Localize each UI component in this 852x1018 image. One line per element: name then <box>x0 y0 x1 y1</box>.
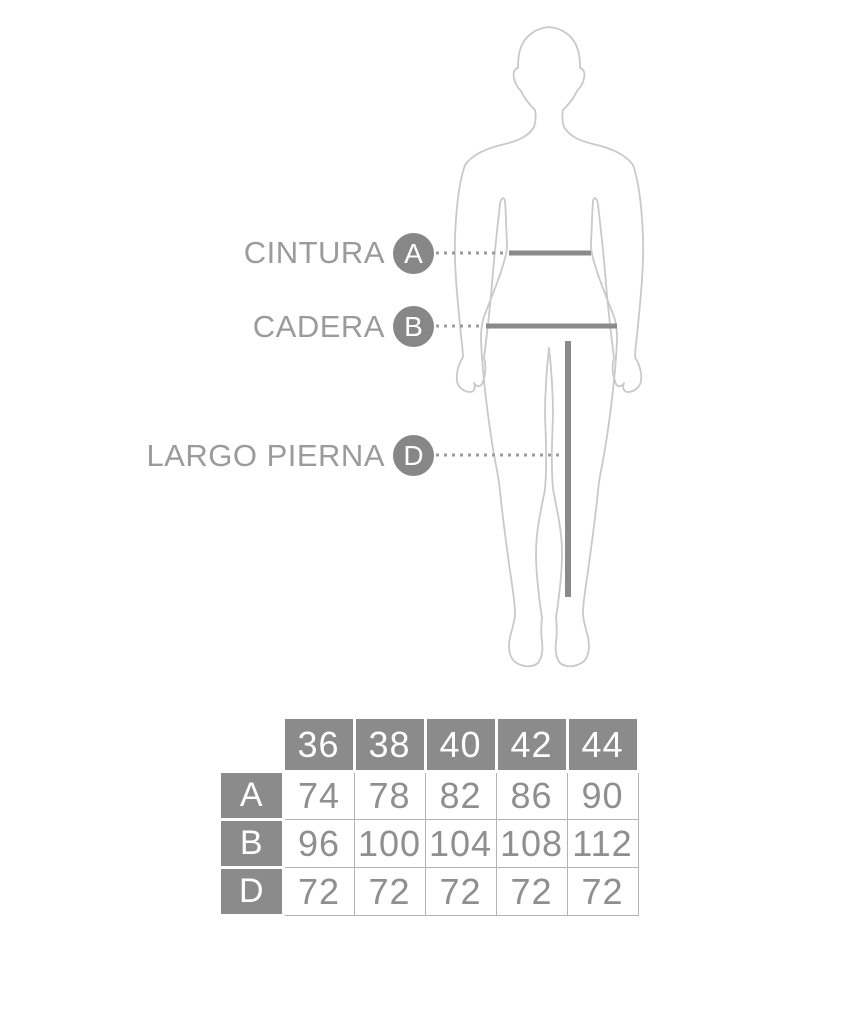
size-value-cell: 86 <box>496 772 567 820</box>
waist-marker-letter: A <box>404 237 423 269</box>
hip-marker-badge <box>393 306 434 347</box>
leg-length-marker-badge <box>393 435 434 476</box>
leg-length-marker-letter: D <box>403 439 424 471</box>
size-column-header: 36 <box>283 718 354 772</box>
size-value-cell: 104 <box>425 820 496 868</box>
waist-label: CINTURA <box>243 234 385 270</box>
size-value-cell: 82 <box>425 772 496 820</box>
size-column-header: 42 <box>496 718 567 772</box>
size-value-cell: 112 <box>567 820 638 868</box>
size-value-cell: 72 <box>425 868 496 916</box>
table-row <box>220 820 639 868</box>
size-table <box>218 716 640 917</box>
size-value-cell: 108 <box>496 820 567 868</box>
measure-row-header: B <box>220 820 284 868</box>
body-outline <box>455 27 643 666</box>
size-value-cell: 72 <box>283 868 354 916</box>
hip-label: CADERA <box>252 308 385 344</box>
leg-length-label: LARGO PIERNA <box>146 437 385 473</box>
size-value-cell: 72 <box>567 868 638 916</box>
size-value-cell: 100 <box>354 820 425 868</box>
size-value-cell: 72 <box>354 868 425 916</box>
size-column-header: 44 <box>567 718 638 772</box>
hip-marker-letter: B <box>404 310 423 342</box>
table-corner-cell <box>220 718 284 772</box>
size-value-cell: 72 <box>496 868 567 916</box>
size-column-header: 38 <box>354 718 425 772</box>
size-table-header-row <box>220 718 639 772</box>
size-value-cell: 90 <box>567 772 638 820</box>
measure-row-header: D <box>220 868 284 916</box>
table-row <box>220 772 639 820</box>
waist-marker-badge <box>393 233 434 274</box>
size-value-cell: 74 <box>283 772 354 820</box>
table-row <box>220 868 639 916</box>
measure-row-header: A <box>220 772 284 820</box>
size-value-cell: 96 <box>283 820 354 868</box>
size-column-header: 40 <box>425 718 496 772</box>
size-value-cell: 78 <box>354 772 425 820</box>
